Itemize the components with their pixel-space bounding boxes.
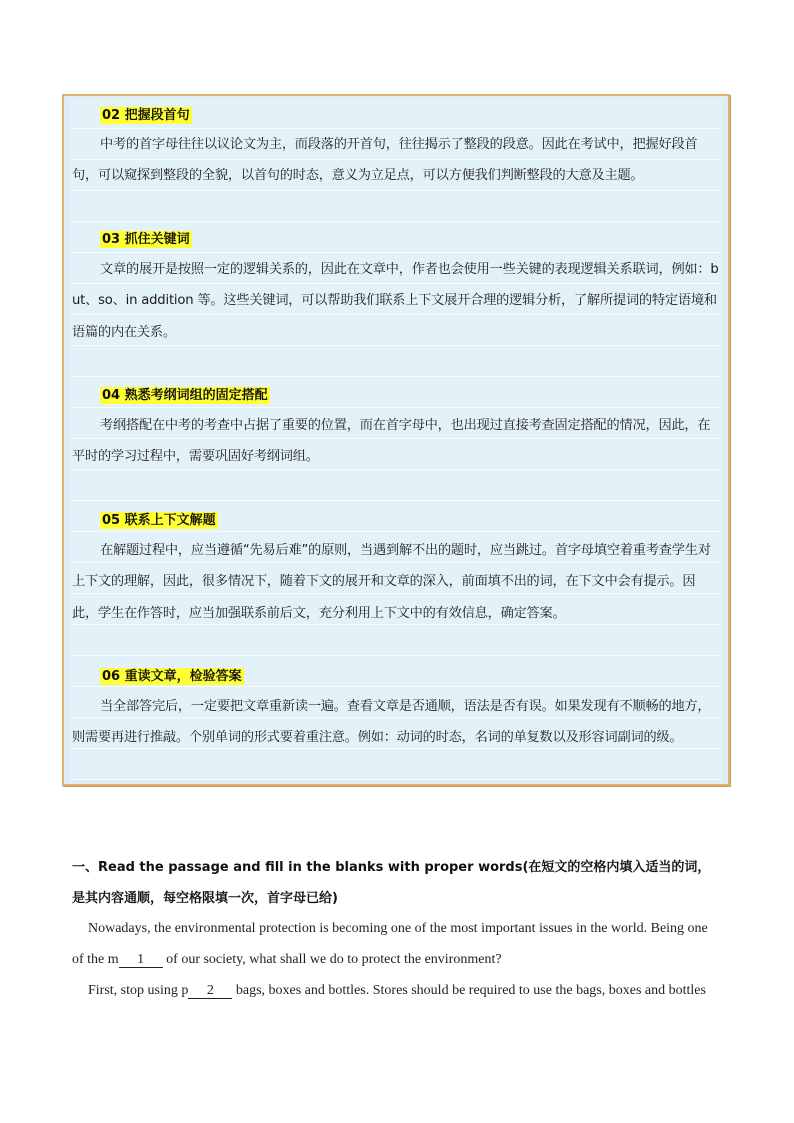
passage-paragraph <box>72 913 722 975</box>
tip-heading: 05 联系上下文解题 <box>102 513 216 528</box>
tip-heading: 02 把握段首句 <box>102 108 190 123</box>
tip-heading: 04 熟悉考纲词组的固定搭配 <box>102 388 268 403</box>
exercise-title: 一、Read the passage and fill in the blanks with proper words(在短文的空格内填入适当的词，是其内容通顺，每空格限填一次，首字母已给) <box>72 860 711 906</box>
tip-text: 中考的首字母往往以议论文为主，而段落的开首句，往往揭示了整段的段意。因此在考试中，把握好段首句，可以窥探到整段的全貌，以首句的时态，意义为立足点，可以方便我们判断整段的大意及主题。 <box>72 137 698 184</box>
tip-heading: 06 重读文章，检验答案 <box>102 669 242 684</box>
row-stripe <box>70 625 722 656</box>
tip-heading: 03 抓住关键词 <box>102 232 190 247</box>
tip-text: 文章的展开是按照一定的逻辑关系的，因此在文章中，作者也会使用一些关键的表现逻辑关系联词，例如：but、so、in addition 等。这些关键词，可以帮助我们联系上下文展开合理的逻辑分析，了解所提词的特定语境和语篇的内在关系。 <box>72 262 719 340</box>
passage-text: bags, boxes and bottles. Stores should be required to use the bags, boxes and bottles <box>232 983 706 999</box>
passage-paragraph <box>72 975 722 1006</box>
passage-text: Nowadays, the environmental protection is becoming one of the most important issues in the world. Being one of the m <box>72 921 708 968</box>
row-stripe <box>70 346 722 377</box>
blank-2[interactable]: 2 <box>188 984 232 999</box>
row-stripe <box>70 191 722 222</box>
tip-text: 当全部答完后，一定要把文章重新读一遍。查看文章是否通顺，语法是否有误。如果发现有不顺畅的地方，则需要再进行推敲。个别单词的形式要着重注意。例如：动词的时态，名词的单复数以及形容词副词的级。 <box>72 699 711 746</box>
tip-text: 考纲搭配在中考的考查中占据了重要的位置，而在首字母中，也出现过直接考查固定搭配的情况，因此，在平时的学习过程中，需要巩固好考纲词组。 <box>72 418 711 465</box>
blank-1[interactable]: 1 <box>119 953 163 968</box>
passage-text: First, stop using p <box>88 983 189 999</box>
row-stripe <box>70 470 722 501</box>
tip-text: 在解题过程中，应当遵循“先易后难”的原则，当遇到解不出的题时，应当跳过。首字母填空着重考查学生对上下文的理解，因此，很多情况下，随着下文的展开和文章的深入，前面填不出的词，在下文中会有提示。因此，学生在作答时，应当加强联系前后文，充分利用上下文中的有效信息，确定答案。 <box>72 543 711 621</box>
passage-text: of our society, what shall we do to protect the environment? <box>162 952 502 968</box>
tips-box <box>62 94 730 786</box>
passage <box>72 913 722 1007</box>
